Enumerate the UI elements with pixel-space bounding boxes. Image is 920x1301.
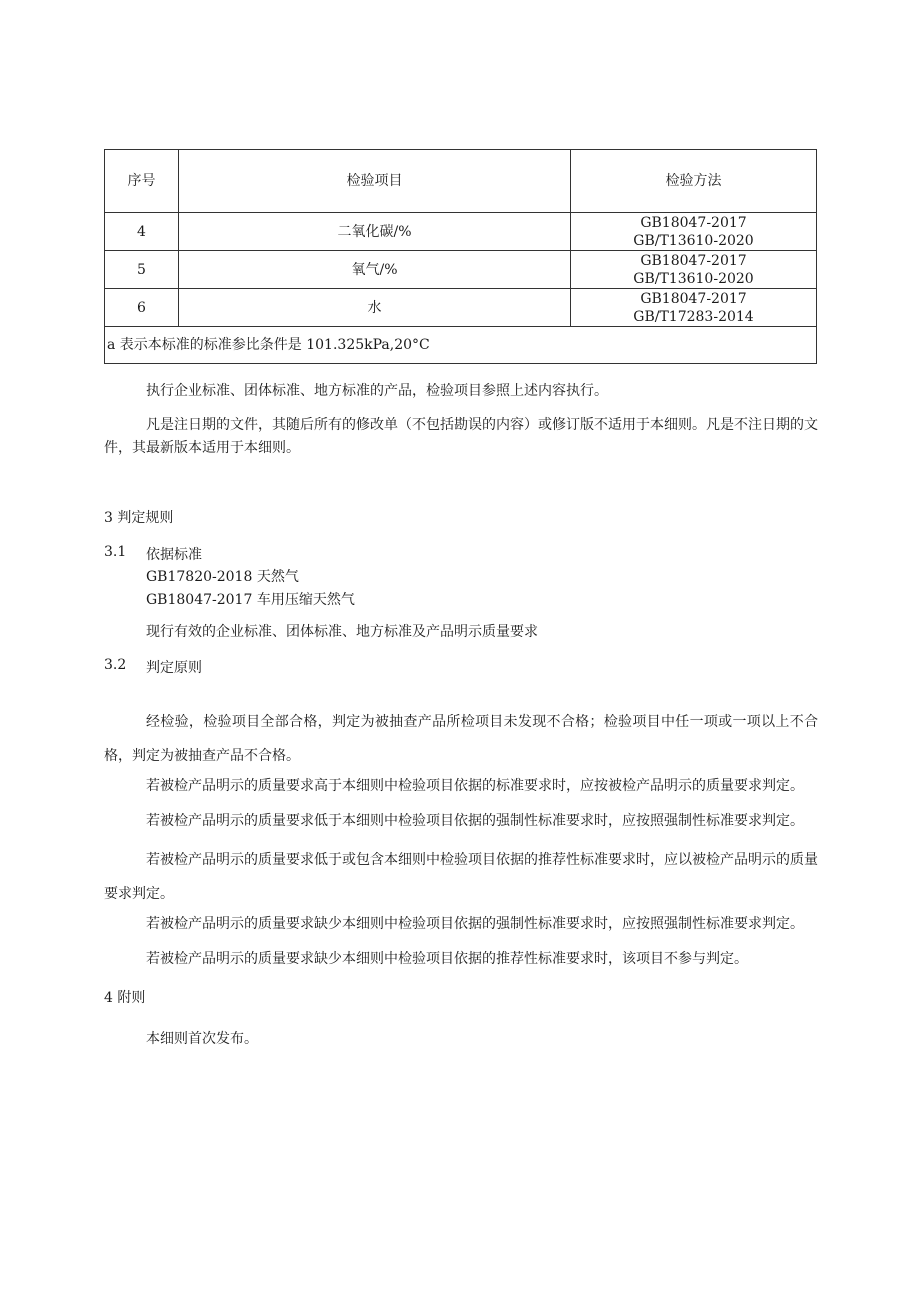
method-line: GB18047-2017 xyxy=(640,252,747,269)
inspection-table xyxy=(104,149,817,364)
row-methods xyxy=(571,289,817,327)
row-methods xyxy=(571,251,817,289)
row-no: 5 xyxy=(105,251,179,289)
row-item: 氧气/% xyxy=(179,251,571,289)
section-3-title: 3 判定规则 xyxy=(104,510,174,526)
header-no: 序号 xyxy=(105,150,179,213)
section-3-1-title: 依据标准 xyxy=(146,547,202,563)
row-item: 二氧化碳/% xyxy=(179,213,571,251)
section-3-2-number: 3.2 xyxy=(104,657,127,673)
method-line: GB18047-2017 xyxy=(640,290,747,307)
row-methods xyxy=(571,213,817,251)
header-method: 检验方法 xyxy=(571,150,817,213)
table-note: a 表示本标准的标准参比条件是 101.325kPa,20°C xyxy=(105,327,817,364)
section-3-1-number: 3.1 xyxy=(104,544,127,560)
standard-extra: 现行有效的企业标准、团体标准、地方标准及产品明示质量要求 xyxy=(146,624,538,640)
section-4-text: 本细则首次发布。 xyxy=(146,1031,258,1047)
method-line: GB18047-2017 xyxy=(640,214,747,231)
table-header-row xyxy=(105,150,817,213)
paragraph-execution: 执行企业标准、团体标准、地方标准的产品，检验项目参照上述内容执行。 xyxy=(146,383,608,399)
judgement-paragraph: 若被检产品明示的质量要求缺少本细则中检验项目依据的强制性标准要求时，应按照强制性标准要求判定。 xyxy=(146,916,804,932)
row-item: 水 xyxy=(179,289,571,327)
method-line: GB/T17283-2014 xyxy=(633,308,754,325)
method-line: GB/T13610-2020 xyxy=(633,232,754,249)
standard-item: GB18047-2017 车用压缩天然气 xyxy=(146,592,355,608)
judgement-paragraph: 若被检产品明示的质量要求高于本细则中检验项目依据的标准要求时，应按被检产品明示的质量要求判定。 xyxy=(146,778,804,794)
method-line: GB/T13610-2020 xyxy=(633,270,754,287)
judgement-paragraph: 若被检产品明示的质量要求低于本细则中检验项目依据的强制性标准要求时，应按照强制性标准要求判定。 xyxy=(146,813,804,829)
table-row xyxy=(105,289,817,327)
table-row xyxy=(105,213,817,251)
section-3-2-title: 判定原则 xyxy=(146,660,202,676)
standard-item: GB17820-2018 天然气 xyxy=(146,569,299,585)
section-4-title: 4 附则 xyxy=(104,990,146,1006)
judgement-paragraph: 若被检产品明示的质量要求缺少本细则中检验项目依据的推荐性标准要求时，该项目不参与判定。 xyxy=(146,951,748,967)
header-item: 检验项目 xyxy=(179,150,571,213)
judgement-paragraph: 若被检产品明示的质量要求低于或包含本细则中检验项目依据的推荐性标准要求时，应以被检产品明示的质量要求判定。 xyxy=(104,852,818,902)
table-row xyxy=(105,251,817,289)
judgement-paragraph: 经检验，检验项目全部合格，判定为被抽查产品所检项目未发现不合格；检验项目中任一项或一项以上不合格，判定为被抽查产品不合格。 xyxy=(104,714,818,764)
row-no: 6 xyxy=(105,289,179,327)
table-note-row xyxy=(105,327,817,364)
paragraph-dated-documents: 凡是注日期的文件，其随后所有的修改单（不包括勘误的内容）或修订版不适用于本细则。凡是不注日期的文件，其最新版本适用于本细则。 xyxy=(104,417,818,456)
row-no: 4 xyxy=(105,213,179,251)
